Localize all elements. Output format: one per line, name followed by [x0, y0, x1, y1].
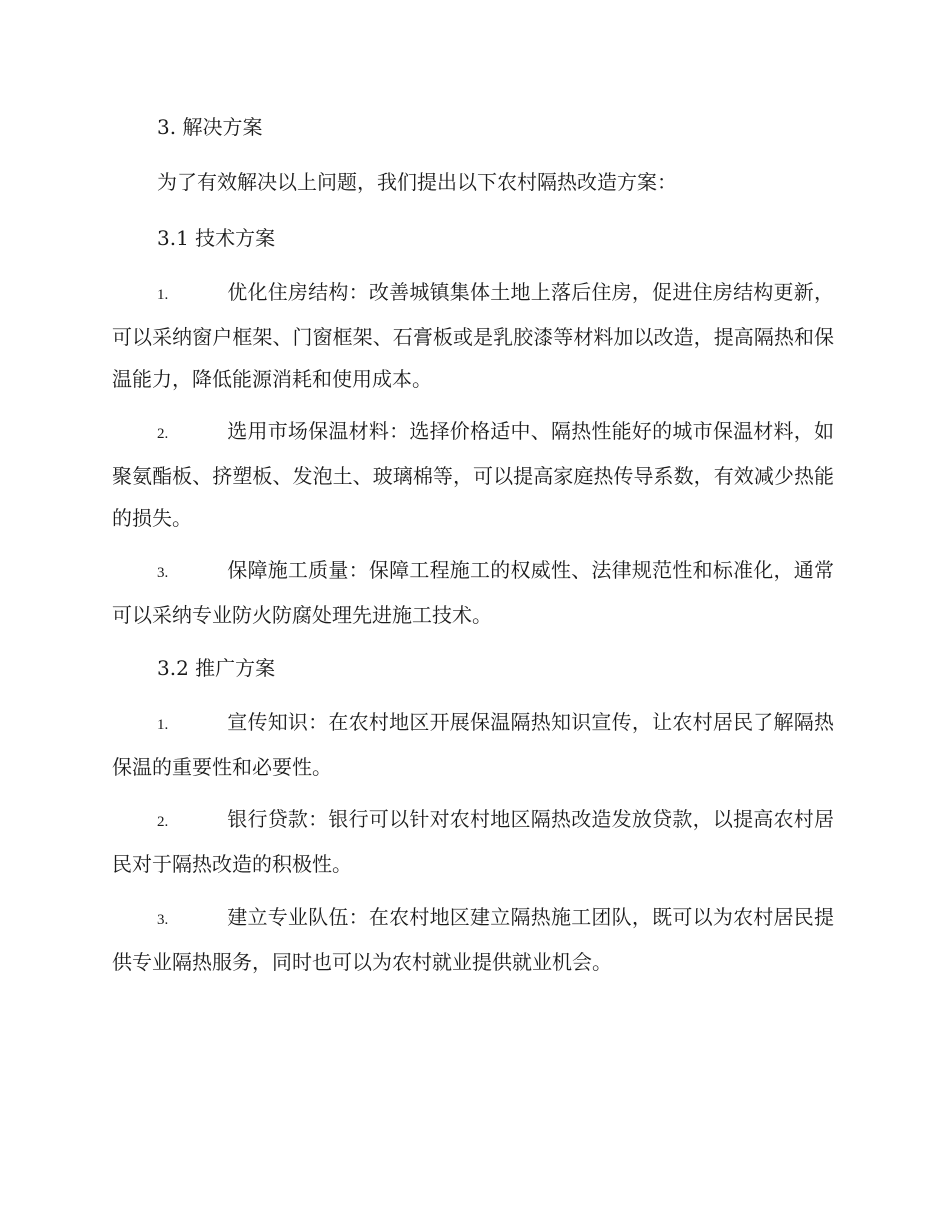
- promotion-item-3: [112, 896, 834, 983]
- technical-item-3: [112, 549, 834, 636]
- promotion-subsection-title: 3.2 推广方案: [157, 656, 276, 680]
- section-intro: 为了有效解决以上问题，我们提出以下农村隔热改造方案：: [157, 170, 677, 194]
- technical-item-2: [112, 410, 834, 539]
- item-number: 3.: [157, 912, 169, 928]
- technical-subsection-title: 3.1 技术方案: [157, 226, 276, 250]
- item-number: 2.: [157, 814, 169, 830]
- item-number: 1.: [157, 287, 169, 303]
- promotion-item-2: [112, 798, 834, 885]
- item-text: 优化住房结构：改善城镇集体土地上落后住房，促进住房结构更新，可以采纳窗户框架、门窗框架、石膏板或是乳胶漆等材料加以改造，提高隔热和保温能力，降低能源消耗和使用成本。: [112, 280, 834, 391]
- item-text: 保障施工质量：保障工程施工的权威性、法律规范性和标准化，通常可以采纳专业防火防腐处理先进施工技术。: [112, 558, 834, 627]
- item-number: 1.: [157, 717, 169, 733]
- item-text: 选用市场保温材料：选择价格适中、隔热性能好的城市保温材料，如聚氨酯板、挤塑板、发泡土、玻璃棉等，可以提高家庭热传导系数，有效减少热能的损失。: [112, 419, 834, 530]
- item-number: 2.: [157, 426, 169, 442]
- item-text: 银行贷款：银行可以针对农村地区隔热改造发放贷款，以提高农村居民对于隔热改造的积极性。: [112, 807, 834, 876]
- item-text: 宣传知识：在农村地区开展保温隔热知识宣传，让农村居民了解隔热保温的重要性和必要性。: [112, 710, 834, 779]
- section-title: 3. 解决方案: [157, 115, 263, 139]
- item-text: 建立专业队伍：在农村地区建立隔热施工团队，既可以为农村居民提供专业隔热服务，同时也可以为农村就业提供就业机会。: [112, 905, 834, 974]
- item-number: 3.: [157, 565, 169, 581]
- promotion-item-1: [112, 701, 834, 788]
- technical-item-1: [112, 271, 834, 400]
